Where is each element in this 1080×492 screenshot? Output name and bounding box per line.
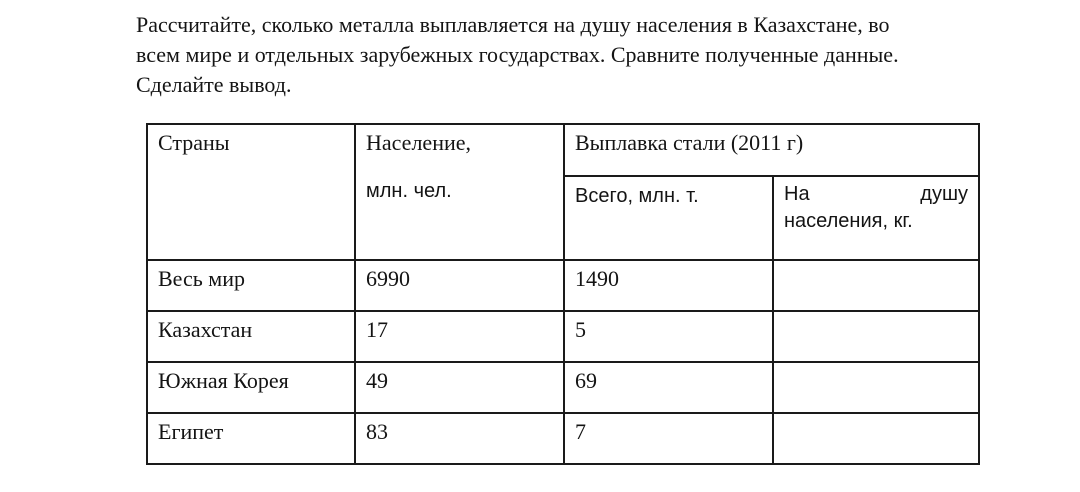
cell-total: 5 — [564, 311, 773, 362]
cell-population: 83 — [355, 413, 564, 464]
header-steel-label: Выплавка стали (2011 г) — [575, 130, 804, 155]
header-per-capita-word1: На — [784, 183, 810, 205]
header-per-capita-line2: населения, кг. — [784, 210, 913, 232]
header-country-label: Страны — [158, 130, 230, 155]
cell-total: 69 — [564, 362, 773, 413]
task-line-2: всем мире и отдельных зарубежных государствах. Сравните полученные данные. — [136, 42, 899, 67]
cell-population: 6990 — [355, 260, 564, 311]
header-population — [355, 124, 564, 260]
cell-per-capita — [773, 260, 979, 311]
cell-country: Южная Корея — [147, 362, 355, 413]
table-header-row — [147, 124, 979, 176]
header-total-label: Всего, млн. т. — [575, 185, 699, 207]
header-total — [564, 176, 773, 260]
task-text — [136, 10, 1016, 100]
table-row — [147, 260, 979, 311]
header-population-label: Население, — [366, 130, 472, 155]
header-per-capita-word2: душу — [920, 183, 969, 205]
cell-country: Казахстан — [147, 311, 355, 362]
header-per-capita — [773, 176, 979, 260]
header-population-unit: млн. чел. — [366, 180, 452, 202]
cell-total: 7 — [564, 413, 773, 464]
cell-per-capita — [773, 362, 979, 413]
cell-total: 1490 — [564, 260, 773, 311]
cell-country: Весь мир — [147, 260, 355, 311]
header-country — [147, 124, 355, 260]
header-per-capita-line1 — [784, 181, 968, 208]
table-row — [147, 413, 979, 464]
task-line-1: Рассчитайте, сколько металла выплавляется на душу населения в Казахстане, во — [136, 12, 890, 37]
cell-population: 49 — [355, 362, 564, 413]
steel-production-table — [146, 123, 980, 465]
table-row — [147, 311, 979, 362]
cell-population: 17 — [355, 311, 564, 362]
cell-per-capita — [773, 311, 979, 362]
cell-per-capita — [773, 413, 979, 464]
cell-country: Египет — [147, 413, 355, 464]
table-row — [147, 362, 979, 413]
task-line-3: Сделайте вывод. — [136, 72, 292, 97]
header-steel — [564, 124, 979, 176]
